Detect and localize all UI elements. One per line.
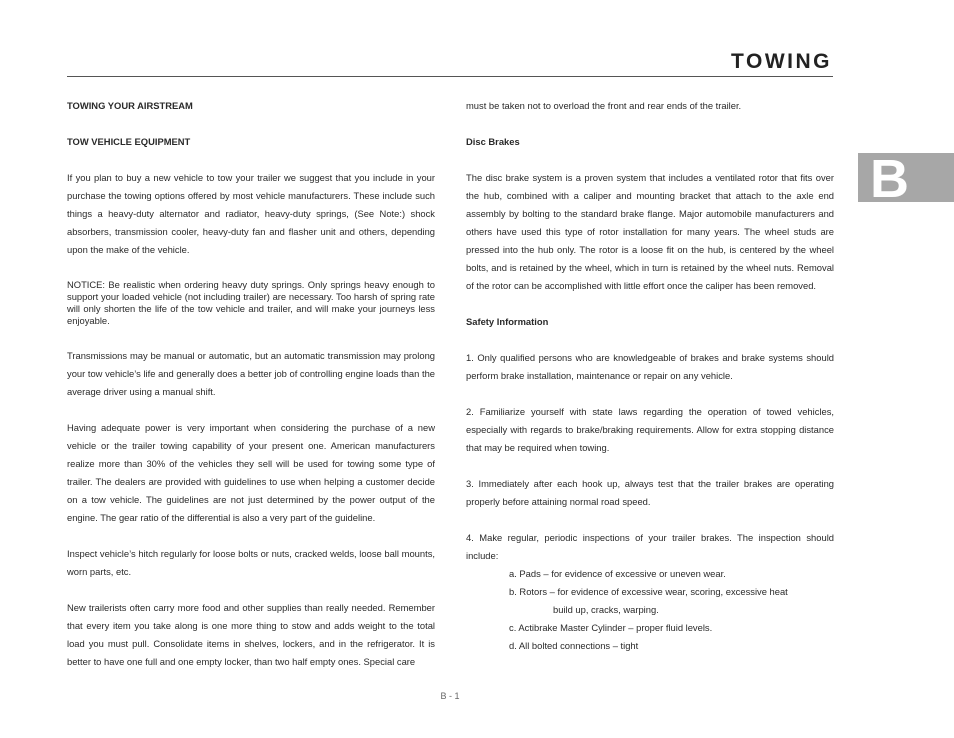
safety-item-4: 4. Make regular, periodic inspections of your trailer brakes. The inspection should include: (466, 532, 834, 561)
section-tab-letter: B (870, 149, 909, 209)
paragraph-overload-continuation: must be taken not to overload the front and rear ends of the trailer. (466, 100, 742, 111)
heading-tow-vehicle-equipment: TOW VEHICLE EQUIPMENT (67, 136, 191, 147)
paragraph-new-trailerists: New trailerists often carry more food and other supplies than really needed. Remember that every item you take along is one more thing to stow and adds weight to the total load you must pull. Consolidate items in shelves, lockers, and in the refrigerator. It is better to have one full and one empty locker, than two half empty ones. Special care (67, 602, 435, 667)
heading-safety-information: Safety Information (466, 316, 549, 327)
inspection-item-rotors: b. Rotors – for evidence of excessive wear, scoring, excessive heat (509, 586, 788, 597)
page-number: B - 1 (440, 691, 460, 701)
inspection-item-pads: a. Pads – for evidence of excessive or uneven wear. (509, 568, 726, 579)
section-tab (858, 149, 954, 209)
paragraph-adequate-power: Having adequate power is very important when considering the purchase of a new vehicle or the trailer towing capability of your present one. American manufacturers realize more than 30% of the vehicles they sell will be used for towing some type of trailer. The dealers are provided with guidelines to use when helping a customer decide on a tow vehicle. The guidelines are not just determined by the power output of the engine. The gear ratio of the differential is also a very part of the guideline. (67, 422, 435, 523)
right-column (466, 97, 834, 655)
safety-item-2: 2. Familiarize yourself with state laws regarding the operation of towed vehicles, especially with regards to brake/braking requirements. Allow for extra stopping distance that may be required when towing. (466, 406, 834, 453)
header-rule (67, 76, 833, 77)
inspection-item-master-cylinder: c. Actibrake Master Cylinder – proper fluid levels. (509, 622, 713, 633)
inspection-item-rotors-continued: build up, cracks, warping. (553, 604, 659, 615)
safety-item-3: 3. Immediately after each hook up, always test that the trailer brakes are operating properly before attaining normal road speed. (466, 478, 834, 507)
inspection-item-bolted-connections: d. All bolted connections – tight (509, 640, 639, 651)
heading-towing-your-airstream: TOWING YOUR AIRSTREAM (67, 100, 193, 111)
paragraph-transmissions: Transmissions may be manual or automatic, but an automatic transmission may prolong your tow vehicle’s life and generally does a better job of controlling engine loads than the average driver using a manual shift. (67, 350, 435, 397)
notice-springs: NOTICE: Be realistic when ordering heavy duty springs. Only springs heavy enough to support your loaded vehicle (not including trailer) are necessary. Too harsh of spring rate will only shorten the life of the tow vehicle and trailer, and will make your journeys less enjoyable. (67, 279, 435, 326)
heading-disc-brakes: Disc Brakes (466, 136, 520, 147)
paragraph-towing-options: If you plan to buy a new vehicle to tow your trailer we suggest that you include in your purchase the towing options offered by most vehicle manufacturers. These include such things a heavy-duty alternator and radiator, heavy-duty springs, (See Note:) shock absorbers, transmission cooler, heavy-duty fan and flasher unit and others, depending upon the make of the vehicle. (67, 172, 435, 255)
paragraph-disc-brakes: The disc brake system is a proven system that includes a ventilated rotor that fits over the hub, combined with a caliper and mounting bracket that attach to the axle end assembly by bolting to the standard brake flange. Major automobile manufacturers and others have used this type of rotor installation for many years. The wheel studs are pressed into the hub only. The rotor is a loose fit on the hub, is centered by the wheel bolts, and is retained by the wheel, which in turn is retained by the wheel nuts. Removal of the rotor can be accomplished with little effort once the caliper has been removed. (466, 172, 834, 291)
page-title: TOWING (731, 50, 832, 73)
safety-item-1: 1. Only qualified persons who are knowledgeable of brakes and brake systems should perform brake installation, maintenance or repair on any vehicle. (466, 352, 834, 381)
paragraph-hitch-inspection: Inspect vehicle’s hitch regularly for loose bolts or nuts, cracked welds, loose ball mounts, worn parts, etc. (67, 548, 435, 577)
left-column (67, 97, 435, 671)
